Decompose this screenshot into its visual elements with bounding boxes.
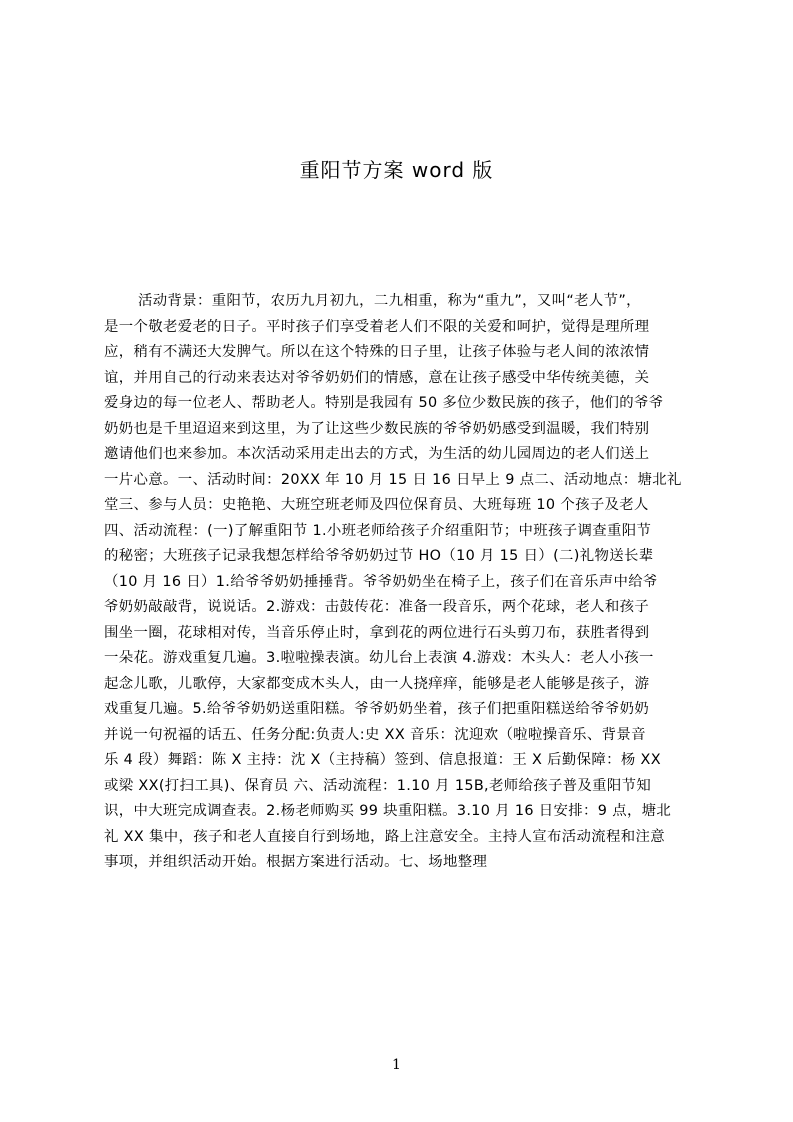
document-body: [104, 289, 699, 909]
body-line: 的秘密；大班孩子记录我想怎样给爷爷奶奶过节 HO（10 月 15 日）(二)礼物送长辈: [104, 548, 654, 564]
body-line: （10 月 16 日）1.给爷爷奶奶捶捶背。爷爷奶奶坐在椅子上，孩子们在音乐声中给爷: [104, 573, 658, 590]
body-line: 爱身边的每一位老人、帮助老人。特别是我园有 50 多位少数民族的孩子，他们的爷爷: [104, 395, 664, 411]
body-line: 识，中大班完成调查表。2.杨老师购买 99 块重阳糕。3.10 月 16 日安排：9 点，塘北: [104, 803, 672, 819]
body-line: 爷奶奶敲敲背，说说话。2.游戏：击鼓传花：准备一段音乐，两个花球，老人和孩子: [104, 599, 650, 615]
body-line: 四、活动流程：(一)了解重阳节 1.小班老师给孩子介绍重阳节；中班孩子调查重阳节: [104, 522, 652, 539]
body-line: 或梁 XX(打扫工具)、保育员 六、活动流程：1.10 月 15B,老师给孩子普及重阳节知: [104, 777, 652, 794]
body-line: 一朵花。游戏重复几遍。3.啦啦操表演。幼儿台上表演 4.游戏：木头人：老人小孩一: [104, 650, 654, 666]
body-line: 应，稍有不满还大发脾气。所以在这个特殊的日子里，让孩子体验与老人间的浓浓情: [104, 344, 650, 360]
body-line: 事项，并组织活动开始。根据方案进行活动。七、场地整理: [104, 854, 488, 870]
body-line: 谊，并用自己的行动来表达对爷爷奶奶们的情感，意在让孩子感受中华传统美德，关: [104, 369, 650, 386]
body-line: 堂三、参与人员：史艳艳、大班空班老师及四位保育员、大班每班 10 个孩子及老人: [104, 497, 649, 513]
body-line: 乐 4 段）舞蹈：陈 X 主持：沈 X（主持稿）签到、信息报道：王 X 后勤保障：杨 XX: [104, 752, 661, 768]
body-line: 奶奶也是千里迢迢来到这里，为了让这些少数民族的爷爷奶奶感受到温暖，我们特别: [104, 420, 650, 437]
document-title: 重阳节方案 word 版: [299, 158, 494, 183]
body-line: 邀请他们也来参加。本次活动采用走出去的方式，为生活的幼儿园周边的老人们送上: [104, 446, 650, 462]
body-line: 礼 XX 集中，孩子和老人直接自行到场地，路上注意安全。主持人宣布活动流程和注意: [104, 828, 665, 845]
body-line: 是一个敬老爱老的日子。平时孩子们享受着老人们不限的关爱和呵护，觉得是理所理: [104, 318, 650, 335]
body-line: 起念儿歌，儿歌停，大家都变成木头人，由一人挠痒痒，能够是老人能够是孩子，游: [104, 675, 650, 692]
page-number: 1: [392, 1057, 401, 1073]
body-line: 并说一句祝福的话五、任务分配:负责人:史 XX 音乐：沈迎欢（啦啦操音乐、背景音: [104, 726, 646, 743]
body-line: 戏重复几遍。5.给爷爷奶奶送重阳糕。爷爷奶奶坐着，孩子们把重阳糕送给爷爷奶奶: [104, 701, 650, 717]
body-line: 一片心意。一、活动时间：20XX 年 10 月 15 日 16 日早上 9 点二、活动地点：塘北礼: [104, 471, 682, 488]
body-line: 围坐一圈，花球相对传，当音乐停止时，拿到花的两位进行石头剪刀布，获胜者得到: [104, 624, 650, 641]
body-line: 活动背景：重阳节，农历九月初九，二九相重，称为“重九”，又叫“老人节”，: [138, 293, 641, 309]
